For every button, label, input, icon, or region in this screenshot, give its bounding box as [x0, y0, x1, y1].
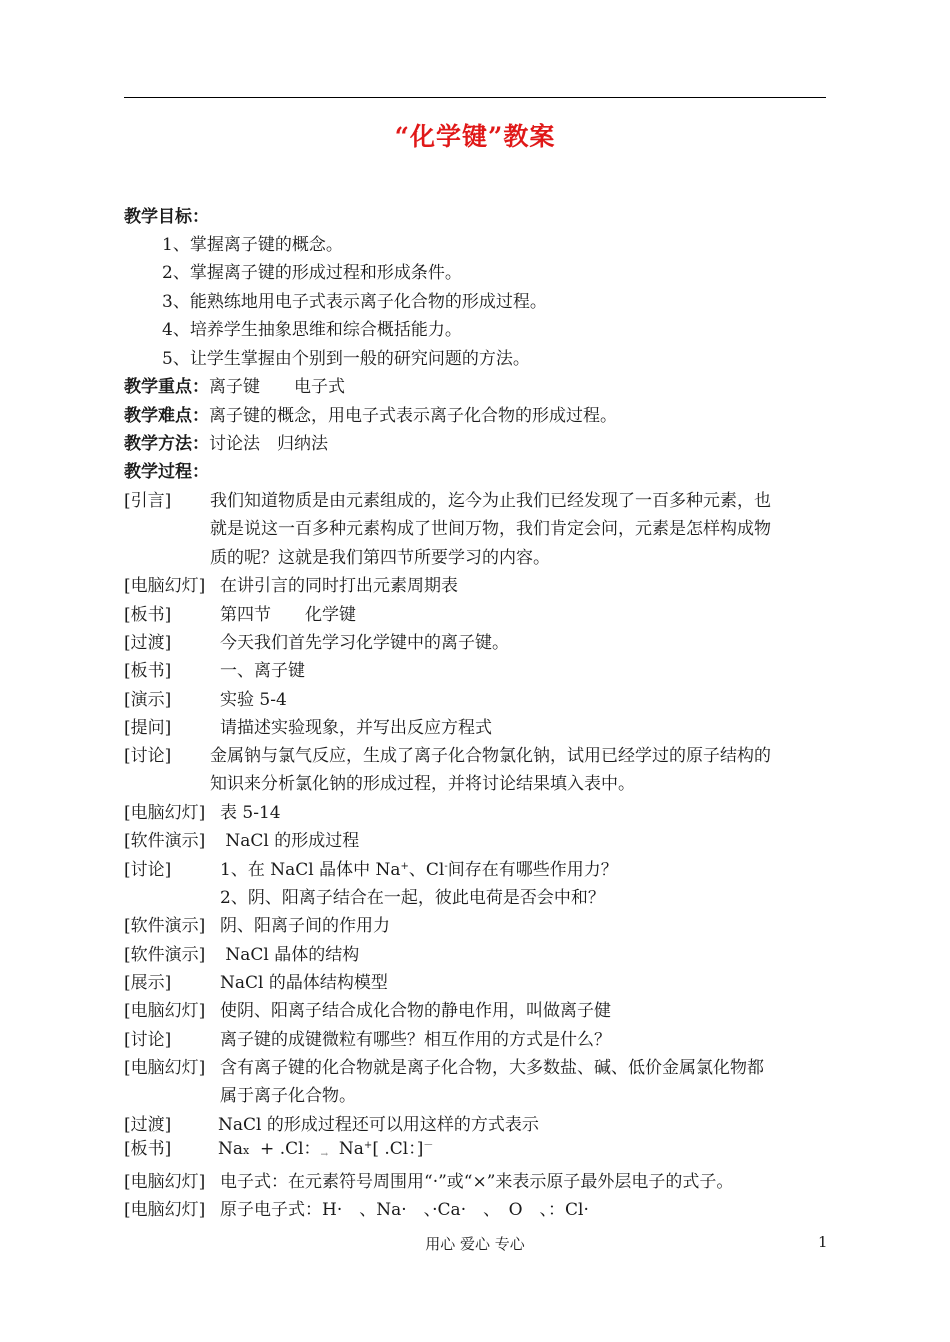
- process-tag: [板书]: [124, 661, 172, 681]
- key-points-text: 离子键 电子式: [209, 377, 345, 397]
- discussion-q1: 1、在 NaCl 晶体中 Na: [220, 860, 401, 880]
- difficulties-label: 教学难点：: [124, 406, 209, 426]
- process-text: NaCl 的形成过程: [220, 831, 360, 851]
- methods-row: [124, 434, 328, 454]
- process-text: 请描述实验现象，并写出反应方程式: [220, 718, 492, 738]
- minus-superscript: -: [444, 861, 448, 872]
- process-text: 就是说这一百多种元素构成了世间万物，我们肯定会问，元素是怎样构成物: [210, 519, 771, 539]
- process-tag: [电脑幻灯]: [124, 1058, 206, 1078]
- process-tag: [电脑幻灯]: [124, 1200, 206, 1220]
- process-tag: [电脑幻灯]: [124, 576, 206, 596]
- process-text: 今天我们首先学习化学键中的离子键。: [220, 633, 509, 653]
- page-footer: 用心 爱心 专心: [425, 1235, 525, 1253]
- process-text: 表 5-14: [220, 803, 281, 823]
- process-text: 2、阴、阳离子结合在一起，彼此电荷是否会中和？: [220, 888, 605, 908]
- objective-item: 2、掌握离子键的形成过程和形成条件。: [162, 263, 462, 283]
- process-text: 知识来分析氯化钠的形成过程，并将讨论结果填入表中。: [210, 774, 635, 794]
- process-tag: [提问]: [124, 718, 172, 738]
- process-text: 金属钠与氯气反应，生成了离子化合物氯化钠，试用已经学过的原子结构的: [210, 746, 771, 766]
- process-text: NaCl 晶体的结构: [220, 945, 360, 965]
- page-number: 1: [818, 1233, 828, 1251]
- process-tag: [电脑幻灯]: [124, 1001, 206, 1021]
- objectives-heading: 教学目标：: [124, 207, 209, 227]
- process-tag: [引言]: [124, 491, 172, 511]
- process-tag: [过渡]: [124, 633, 172, 653]
- objective-item: 1、掌握离子键的概念。: [162, 235, 343, 255]
- difficulties-row: [124, 406, 617, 426]
- process-text: 原子电子式：H· 、Na· 、·Ca· 、 O 、：Cl·: [220, 1200, 589, 1220]
- process-tag: [过渡]: [124, 1115, 172, 1135]
- key-points-label: 教学重点：: [124, 377, 209, 397]
- process-text: 一、离子键: [220, 661, 305, 681]
- formation-equation: [218, 1139, 433, 1165]
- cl-ion: [ .Cl：]: [372, 1139, 424, 1159]
- process-tag: [板书]: [124, 1139, 172, 1159]
- process-text: 离子键的成键微粒有哪些？相互作用的方式是什么？: [220, 1030, 611, 1050]
- minus-superscript: －: [423, 1140, 434, 1151]
- process-text: 在讲引言的同时打出元素周期表: [220, 576, 458, 596]
- process-text: 属于离子化合物。: [220, 1086, 356, 1106]
- process-tag: [展示]: [124, 973, 172, 993]
- process-text: 我们知道物质是由元素组成的，迄今为止我们已经发现了一百多种元素，也: [210, 491, 771, 511]
- process-tag: [软件演示]: [124, 945, 206, 965]
- process-text: 质的呢？这就是我们第四节所要学习的内容。: [210, 548, 550, 568]
- process-tag: [演示]: [124, 690, 172, 710]
- discussion-q1-tail: 间存在有哪些作用力？: [447, 860, 618, 880]
- arrow-icon: →: [320, 1150, 329, 1160]
- na-ion: Na: [328, 1139, 364, 1159]
- process-tag: [板书]: [124, 605, 172, 625]
- process-text: 阴、阳离子间的作用力: [220, 916, 390, 936]
- process-tag: [软件演示]: [124, 831, 206, 851]
- difficulties-text: 离子键的概念，用电子式表示离子化合物的形成过程。: [209, 406, 617, 426]
- page-title: “化学键”教案: [394, 122, 556, 151]
- key-points-row: [124, 377, 345, 397]
- na-symbol: Na: [218, 1139, 244, 1159]
- process-tag: [电脑幻灯]: [124, 803, 206, 823]
- header-rule: [124, 97, 826, 98]
- objective-item: 5、让学生掌握由个别到一般的研究问题的方法。: [162, 349, 530, 369]
- methods-text: 讨论法 归纳法: [209, 434, 328, 454]
- cl-atom: + .Cl：: [249, 1139, 321, 1159]
- process-text: 实验 5-4: [220, 690, 287, 710]
- process-tag: [电脑幻灯]: [124, 1172, 206, 1192]
- process-text: NaCl 的晶体结构模型: [220, 973, 388, 993]
- plus-superscript: +: [400, 861, 409, 872]
- process-tag: [软件演示]: [124, 916, 206, 936]
- process-text: 含有离子键的化合物就是离子化合物，大多数盐、碱、低价金属氯化物都: [220, 1058, 764, 1078]
- process-text: NaCl 的形成过程还可以用这样的方式表示: [218, 1115, 539, 1135]
- objective-item: 3、能熟练地用电子式表示离子化合物的形成过程。: [162, 292, 547, 312]
- process-text: 电子式：在元素符号周围用“·”或“×”来表示原子最外层电子的式子。: [220, 1172, 734, 1192]
- cross-electron: x: [243, 1144, 250, 1157]
- process-heading: 教学过程：: [124, 462, 209, 482]
- methods-label: 教学方法：: [124, 434, 209, 454]
- plus-superscript: +: [363, 1140, 373, 1151]
- process-tag: [讨论]: [124, 746, 172, 766]
- objective-item: 4、培养学生抽象思维和综合概括能力。: [162, 320, 462, 340]
- process-text: 第四节 化学键: [220, 605, 356, 625]
- cl-symbol: 、Cl: [408, 860, 445, 880]
- process-text: [220, 860, 618, 880]
- process-text: 使阴、阳离子结合成化合物的静电作用，叫做离子健: [220, 1001, 611, 1021]
- process-tag: [讨论]: [124, 1030, 172, 1050]
- process-tag: [讨论]: [124, 860, 172, 880]
